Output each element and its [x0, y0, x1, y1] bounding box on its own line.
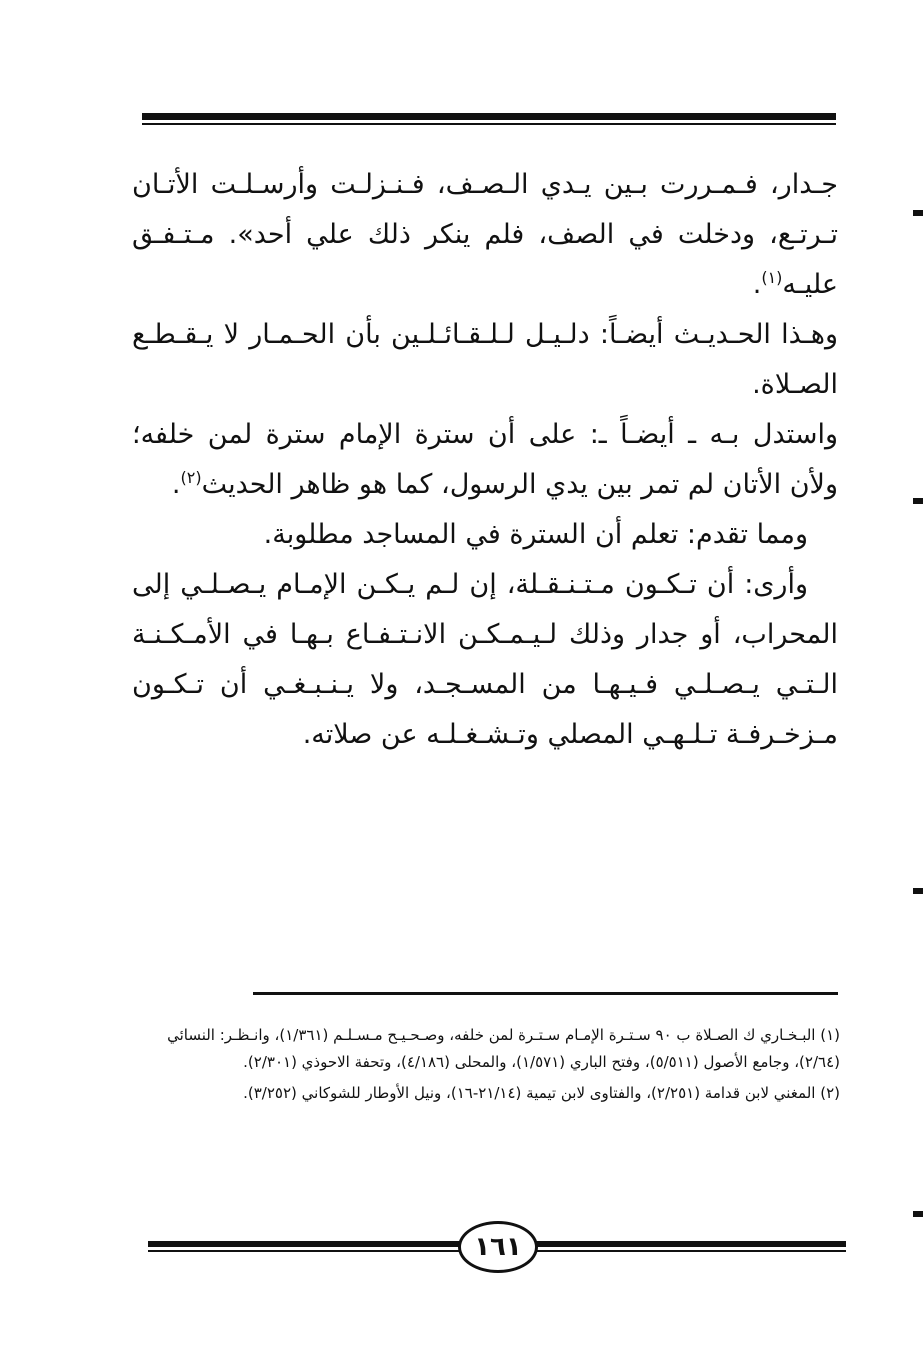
paragraph-3	[132, 410, 838, 510]
footer-rule-right-thick	[533, 1241, 846, 1247]
margin-mark-1	[913, 210, 923, 216]
paragraph-3-text: واستدل بـه ـ أيضـاً ـ: على أن سترة الإمام سترة لمن خلفه؛ ولأن الأتان لم تمر بين يدي الرسول، كما هو ظاهر الحديث	[132, 419, 838, 500]
paragraph-5: وأرى: أن تـكـون مـتـنـقـلة، إن لـم يـكـن الإمـام يـصـلـي إلى المحراب، أو جدار وذلك لـيـمـكـن الانـتـفـاع بـهـا في الأمـكـنـة الـتـي يـصـلـي فـيـهـا من المسـجـد، ولا يـنـبـغـي أن تـكـون مـزخـرفـة تـلـهـي المصلي وتـشـغـلـه عن صلاته.	[132, 569, 838, 750]
footer-rule-left-thick	[148, 1241, 463, 1247]
paragraph-1	[132, 160, 838, 310]
main-text	[132, 160, 838, 760]
paragraph-1-text: جـدار، فـمـررت بـين يـدي الـصـف، فـنـزلـت وأرسـلـت الأتـان تـرتـع، ودخلت في الصف، فلم ينكر ذلك علي أحد». مـتـفـق عليـه	[132, 169, 838, 300]
footnote-2: (٢) المغني لابن قدامة (٢/٢٥١)، والفتاوى لابن تيمية (٢١/١٤-١٦)، ونيل الأوطار للشوكاني (٣/٢٥٢).	[243, 1084, 840, 1102]
margin-mark-4	[913, 1211, 923, 1217]
footnote-ref-2[interactable]: (٢)	[180, 468, 202, 487]
footnotes	[140, 1022, 840, 1111]
paragraph-2: وهـذا الحـديـث أيضـاً: دلـيـل لـلـقـائـلـين بأن الحـمـار لا يـقـطـع الصـلاة.	[132, 319, 838, 400]
footnote-ref-1[interactable]: (١)	[761, 268, 783, 287]
margin-mark-2	[913, 498, 923, 504]
footnote-separator	[253, 992, 838, 995]
footer-rule-left-thin	[148, 1250, 463, 1252]
footnote-1: (١) البـخـاري ك الصـلاة ب ٩٠ سـتـرة الإمـام سـتـرة لمن خلفه، وصـحـيـح مـسـلـم (١/٣٦١)، وانـظـر: النسائي (٢/٦٤)، وجامع الأصول (٥/٥١١)، وفتح الباري (١/٥٧١)، والمحلى (٤/١٨٦)، وتحفة الاحوذي (٢/٣٠١).	[167, 1026, 840, 1071]
footer-rule-right-thin	[533, 1250, 846, 1252]
paragraph-3-end: .	[171, 469, 181, 500]
header-rule-thick	[142, 113, 836, 120]
page-number: ١٦١	[458, 1221, 538, 1273]
footer-rule-right	[533, 1241, 846, 1253]
header-rule	[142, 113, 836, 125]
paragraph-4: ومما تقدم: تعلم أن السترة في المساجد مطلوبة.	[263, 519, 808, 550]
margin-mark-3	[913, 888, 923, 894]
paragraph-1-end: .	[752, 269, 762, 300]
header-rule-thin	[142, 123, 836, 125]
footer-rule-left	[148, 1241, 463, 1253]
